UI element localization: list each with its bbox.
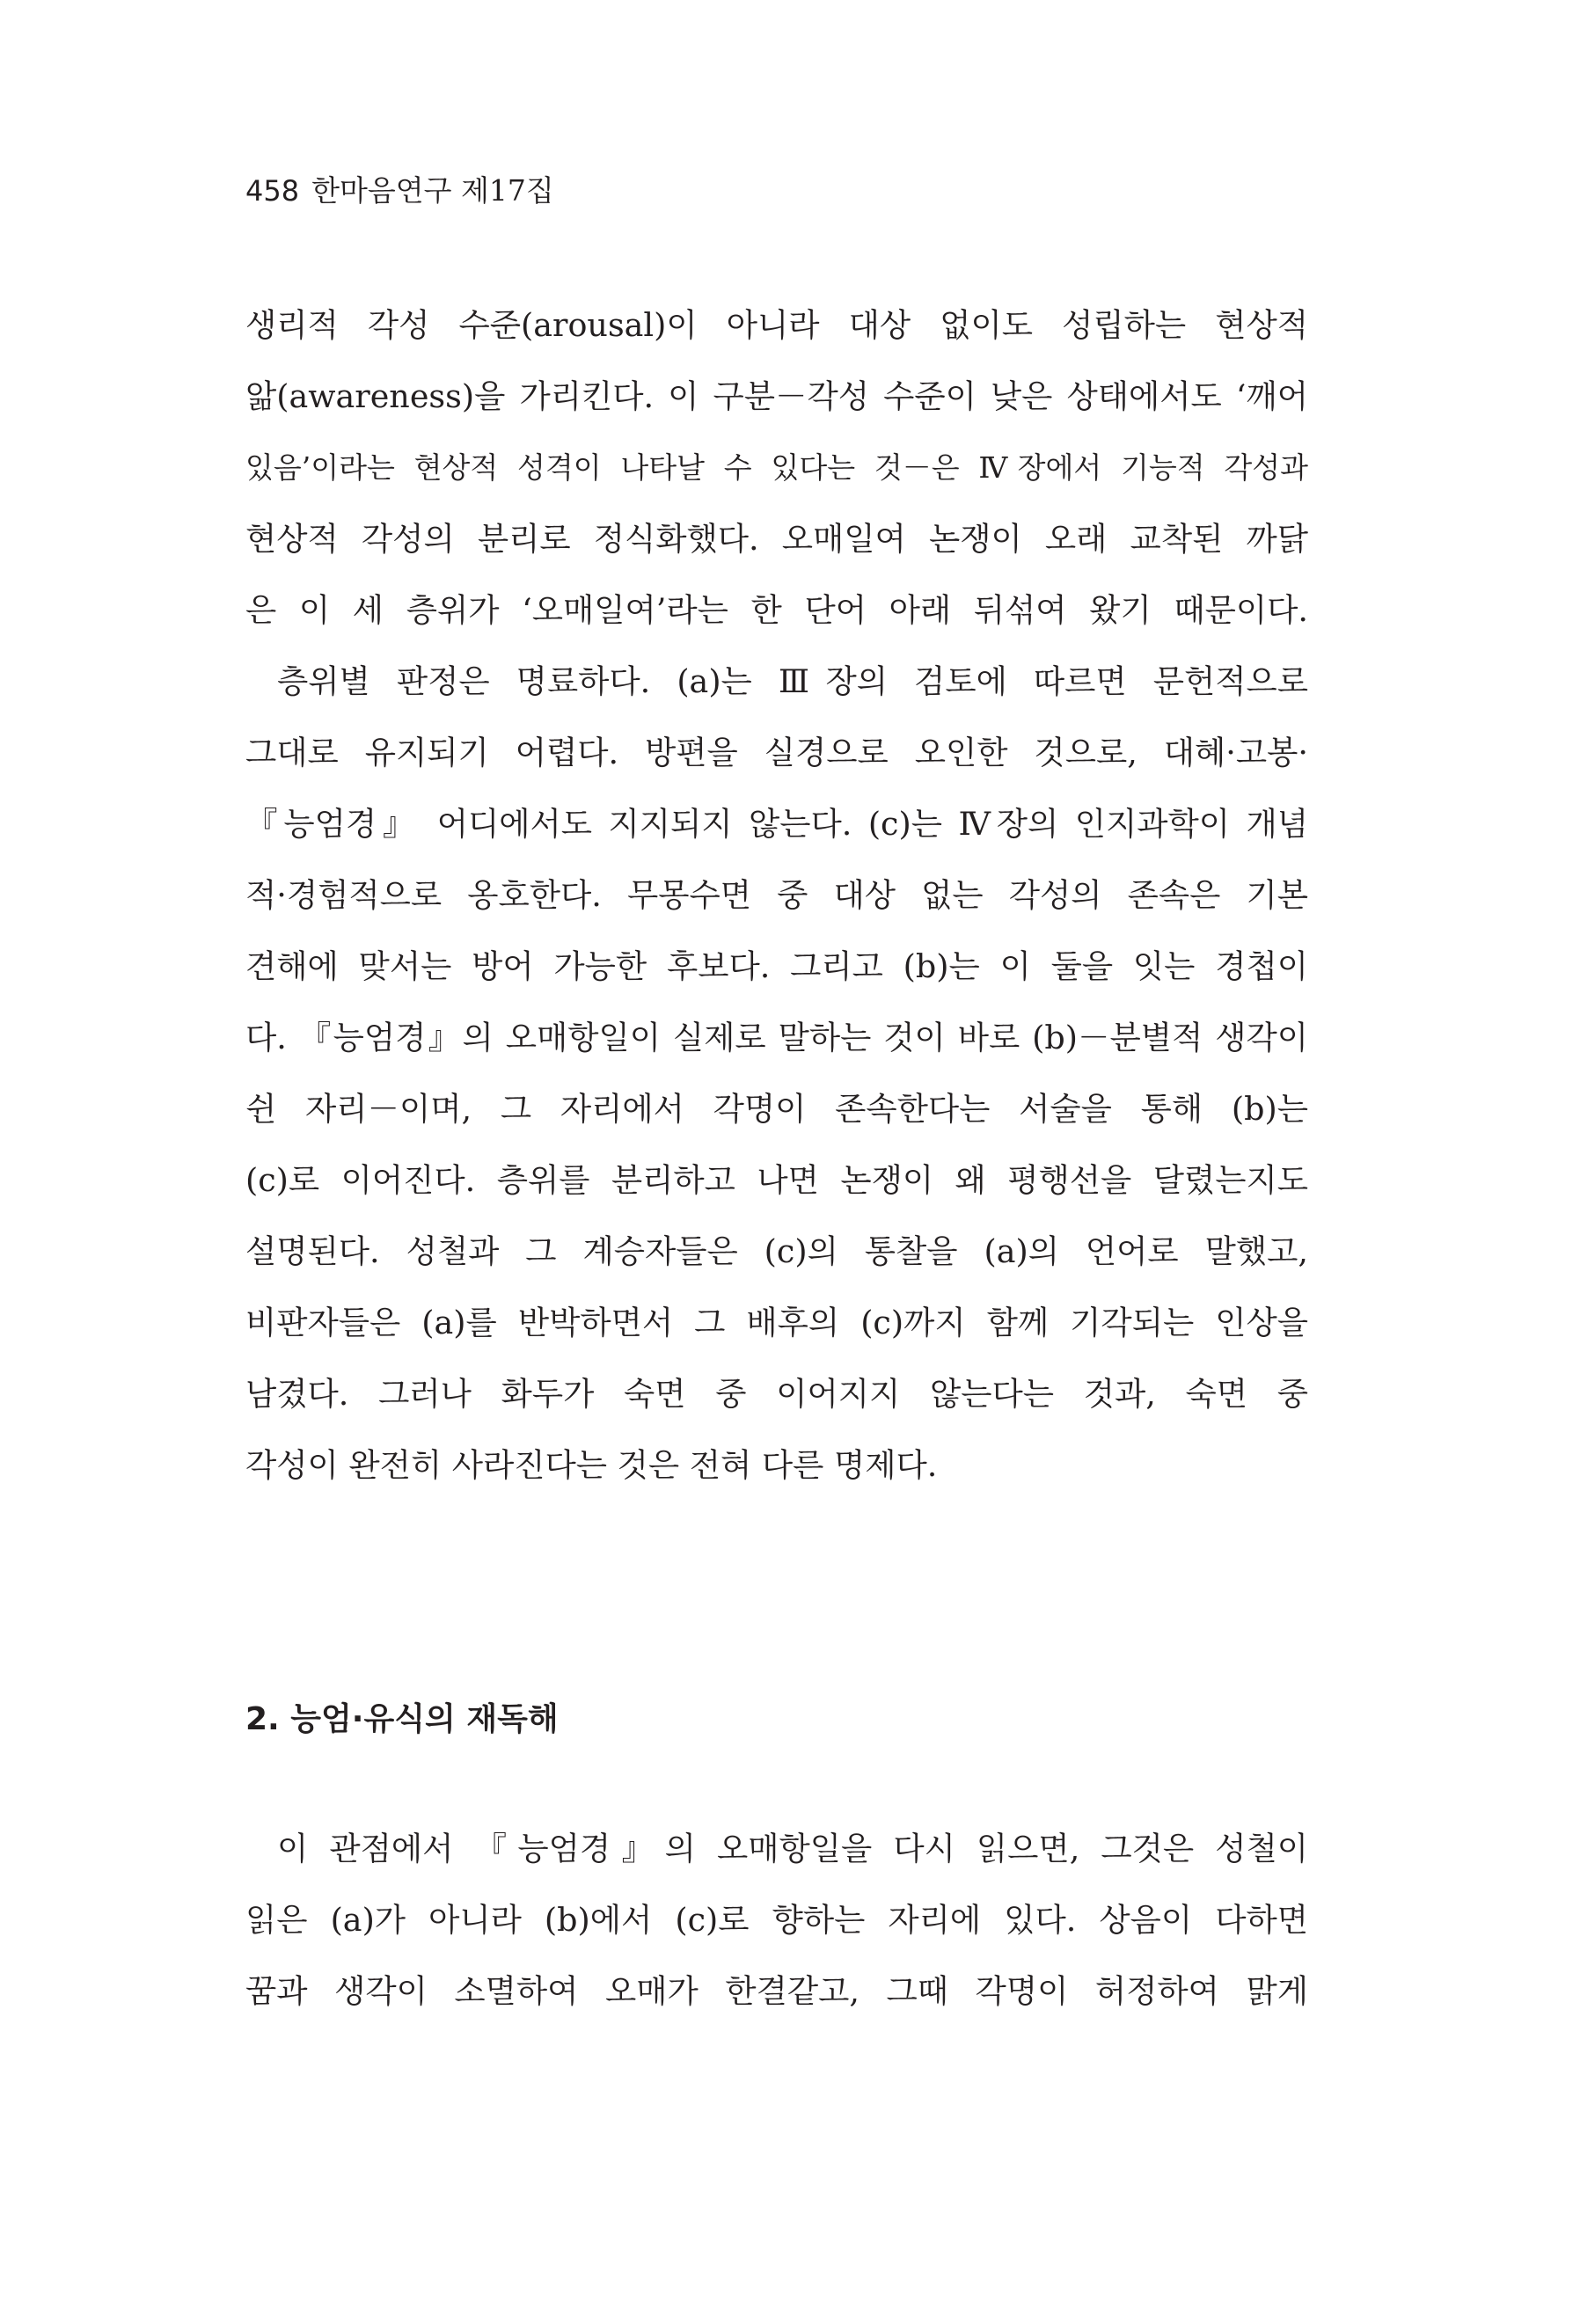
text-line: 현상적 각성의 분리로 정식화했다. 오매일여 논쟁이 오래 교착된 까닭 (245, 520, 1308, 558)
text-line: 비판자들은 (a)를 반박하면서 그 배후의 (c)까지 함께 기각되는 인상을 (245, 1304, 1308, 1341)
text-line: 은 이 세 층위가 ‘오매일여’라는 한 단어 아래 뒤섞여 왔기 때문이다. (245, 591, 1308, 629)
text-line: 있음’이라는 현상적 성격이 나타날 수 있다는 것－은 Ⅳ장에서 기능적 각성과 (245, 450, 1308, 485)
running-head (245, 169, 554, 213)
text-line: 적·경험적으로 옹호한다. 무몽수면 중 대상 없는 각성의 존속은 기본 (245, 876, 1308, 914)
text-line: 읽은 (a)가 아니라 (b)에서 (c)로 향하는 자리에 있다. 상음이 다하면 (245, 1901, 1308, 1939)
text-line: 꿈과 생각이 소멸하여 오매가 한결같고, 그때 각명이 허정하여 맑게 (245, 1972, 1308, 2010)
journal-title: 한마음연구 제17집 (311, 173, 554, 208)
text-line: 그대로 유지되기 어렵다. 방편을 실경으로 오인한 것으로, 대혜·고봉· (245, 734, 1308, 771)
text-line: 다. 『능엄경』의 오매항일이 실제로 말하는 것이 바로 (b)－분별적 생각이 (245, 1019, 1308, 1056)
text-line: 각성이 완전히 사라진다는 것은 전혀 다른 명제다. (245, 1446, 938, 1484)
page-number: 458 (245, 174, 300, 208)
text-line: 생리적 각성 수준(arousal)이 아니라 대상 없이도 성립하는 현상적 (245, 306, 1308, 344)
text-line: 견해에 맞서는 방어 가능한 후보다. 그리고 (b)는 이 둘을 잇는 경첩이 (245, 947, 1308, 985)
section-heading: 2. 능엄·유식의 재독해 (245, 1701, 559, 1737)
text-line: 층위별 판정은 명료하다. (a)는 Ⅲ장의 검토에 따르면 문헌적으로 (277, 662, 1308, 700)
text-line: 쉰 자리－이며, 그 자리에서 각명이 존속한다는 서술을 통해 (b)는 (245, 1090, 1308, 1128)
text-line: 앎(awareness)을 가리킨다. 이 구분－각성 수준이 낮은 상태에서도 ‘깨어 (245, 377, 1308, 415)
text-line: 남겼다. 그러나 화두가 숙면 중 이어지지 않는다는 것과, 숙면 중 (245, 1375, 1308, 1413)
text-line: 설명된다. 성철과 그 계승자들은 (c)의 통찰을 (a)의 언어로 말했고, (245, 1232, 1308, 1270)
text-line: (c)로 이어진다. 층위를 분리하고 나면 논쟁이 왜 평행선을 달렸는지도 (245, 1161, 1308, 1199)
text-line: 이 관점에서 『능엄경』의 오매항일을 다시 읽으면, 그것은 성철이 (277, 1830, 1308, 1867)
text-line: 『능엄경』 어디에서도 지지되지 않는다. (c)는 Ⅳ장의 인지과학이 개념 (245, 805, 1308, 843)
